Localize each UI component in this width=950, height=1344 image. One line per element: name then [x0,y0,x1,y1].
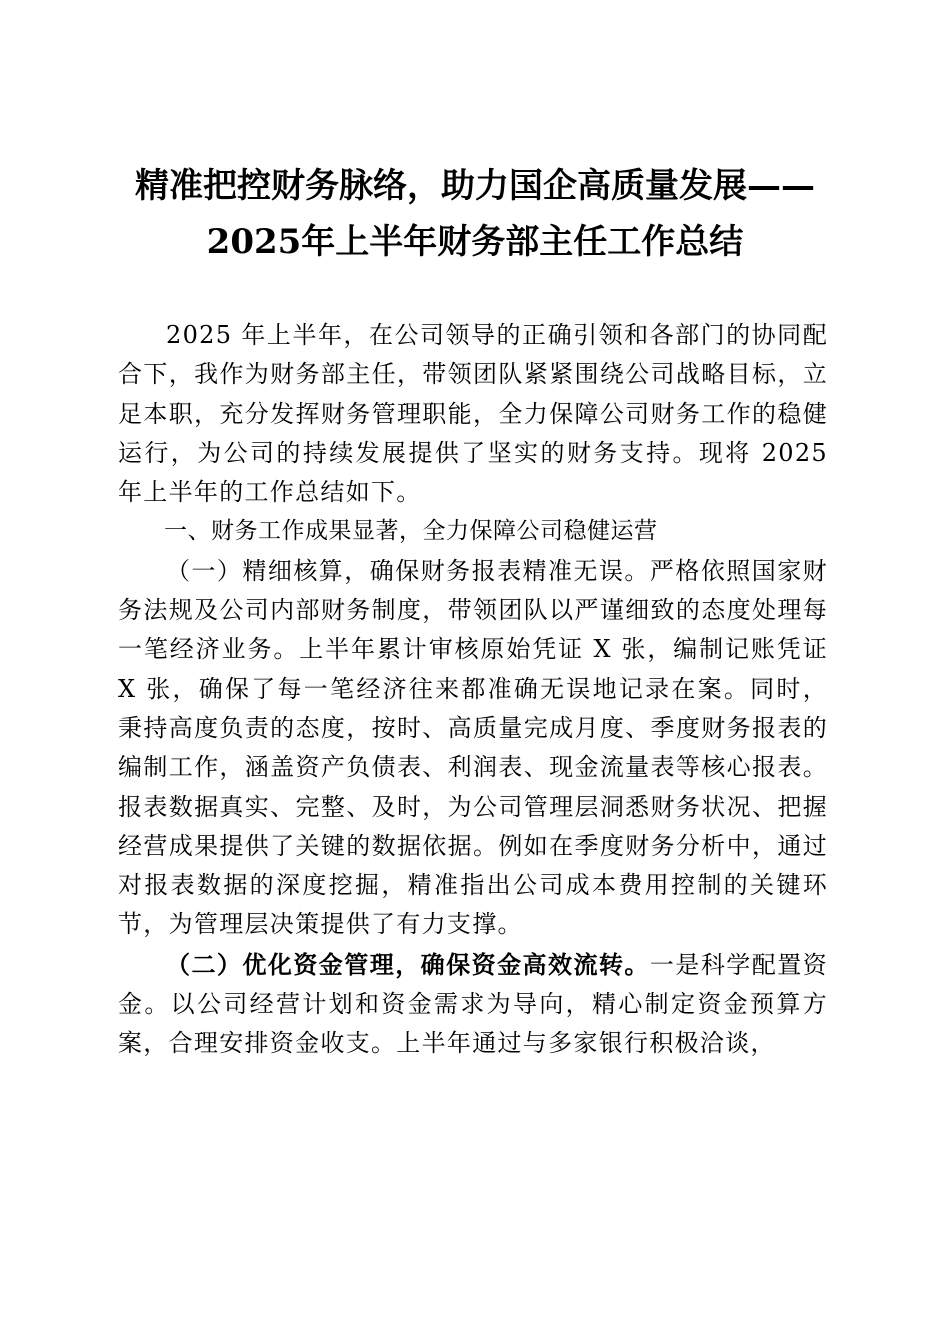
paragraph-1: （一）精细核算，确保财务报表精准无误。严格依照国家财务法规及公司内部财务制度，带领团队以严谨细致的态度处理每一笔经济业务。上半年累计审核原始凭证 X 张，编制记账凭证 X 张，确保了每一笔经济往来都准确无误地记录在案。同时，秉持高度负责的态度，按时、高质量完成月度、季度财务报表的编制工作，涵盖资产负债表、利润表、现金流量表等核心报表。报表数据真实、完整、及时，为公司管理层洞悉财务状况、把握经营成果提供了关键的数据依据。例如在季度财务分析中，通过对报表数据的深度挖掘，精准指出公司成本费用控制的关键环节，为管理层决策提供了有力支撑。 [118,556,828,939]
title-line-1: 精准把控财务脉络，助力国企高质量发展—— [135,166,815,206]
section-heading-1: 一、财务工作成果显著，全力保障公司稳健运营 [164,518,658,545]
document-body [118,316,828,1064]
document-title [100,158,850,270]
title-line-2: 2025年上半年财务部主任工作总结 [206,222,744,262]
paragraph-2 [118,945,828,1064]
paragraph-2-lead: （二）优化资金管理，确保资金高效流转。 [166,949,650,979]
paragraph-2-text: 一是科学配置资金。以公司经营计划和资金需求为导向，精心制定资金预算方案，合理安排资金收支。上半年通过与多家银行积极洽谈， [118,950,828,1058]
intro-paragraph: 2025 年上半年，在公司领导的正确引领和各部门的协同配合下，我作为财务部主任，带领团队紧紧围绕公司战略目标，立足本职，充分发挥财务管理职能，全力保障公司财务工作的稳健运行，为公司的持续发展提供了坚实的财务支持。现将 2025 年上半年的工作总结如下。 [118,321,828,507]
